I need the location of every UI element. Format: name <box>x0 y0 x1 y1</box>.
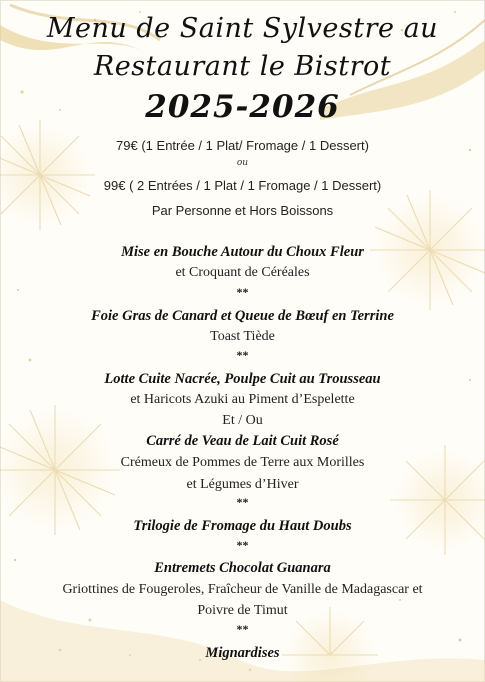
separator: ** <box>236 538 249 552</box>
menu-year: 2025-2026 <box>145 89 340 125</box>
separator: ** <box>236 495 249 509</box>
dish-entremets-description-1: Griottines de Fougeroles, Fraîcheur de Vanille de Madagascar et <box>62 582 423 597</box>
dish-entremets: Entremets Chocolat Guanara <box>154 560 331 576</box>
dish-mignardises: Mignardises <box>205 645 280 661</box>
dish-fromage: Trilogie de Fromage du Haut Doubs <box>133 518 352 534</box>
price-or: ou <box>236 158 249 168</box>
separator: ** <box>236 622 249 636</box>
dish-lotte-description: et Haricots Azuki au Piment d’Espelette <box>130 392 355 407</box>
menu-title-line1: Menu de Saint Sylvestre au <box>46 13 439 44</box>
dish-entremets-description-2: Poivre de Timut <box>197 603 288 618</box>
dish-amuse-description: et Croquant de Céréales <box>175 265 310 280</box>
price-option-2: 99€ ( 2 Entrées / 1 Plat / 1 Fromage / 1 Dessert) <box>103 178 382 193</box>
dish-veau-description-2: et Légumes d’Hiver <box>186 477 299 492</box>
dish-foie-gras: Foie Gras de Canard et Queue de Bœuf en Terrine <box>91 308 394 324</box>
separator: ** <box>236 285 249 299</box>
dish-lotte: Lotte Cuite Nacrée, Poulpe Cuit au Trousseau <box>104 371 381 387</box>
dish-amuse-bouche: Mise en Bouche Autour du Choux Fleur <box>121 244 364 260</box>
dish-veau-description-1: Crémeux de Pommes de Terre aux Morilles <box>120 455 365 470</box>
dish-foie-gras-description: Toast Tiède <box>210 329 275 344</box>
menu-title-line2: Restaurant le Bistrot <box>93 51 392 82</box>
dish-veau: Carré de Veau de Lait Cuit Rosé <box>146 433 339 449</box>
separator: ** <box>236 348 249 362</box>
price-note: Par Personne et Hors Boissons <box>151 203 334 218</box>
price-option-1: 79€ (1 Entrée / 1 Plat/ Fromage / 1 Dessert) <box>116 138 369 153</box>
dish-alternative-word: Et / Ou <box>222 413 263 428</box>
